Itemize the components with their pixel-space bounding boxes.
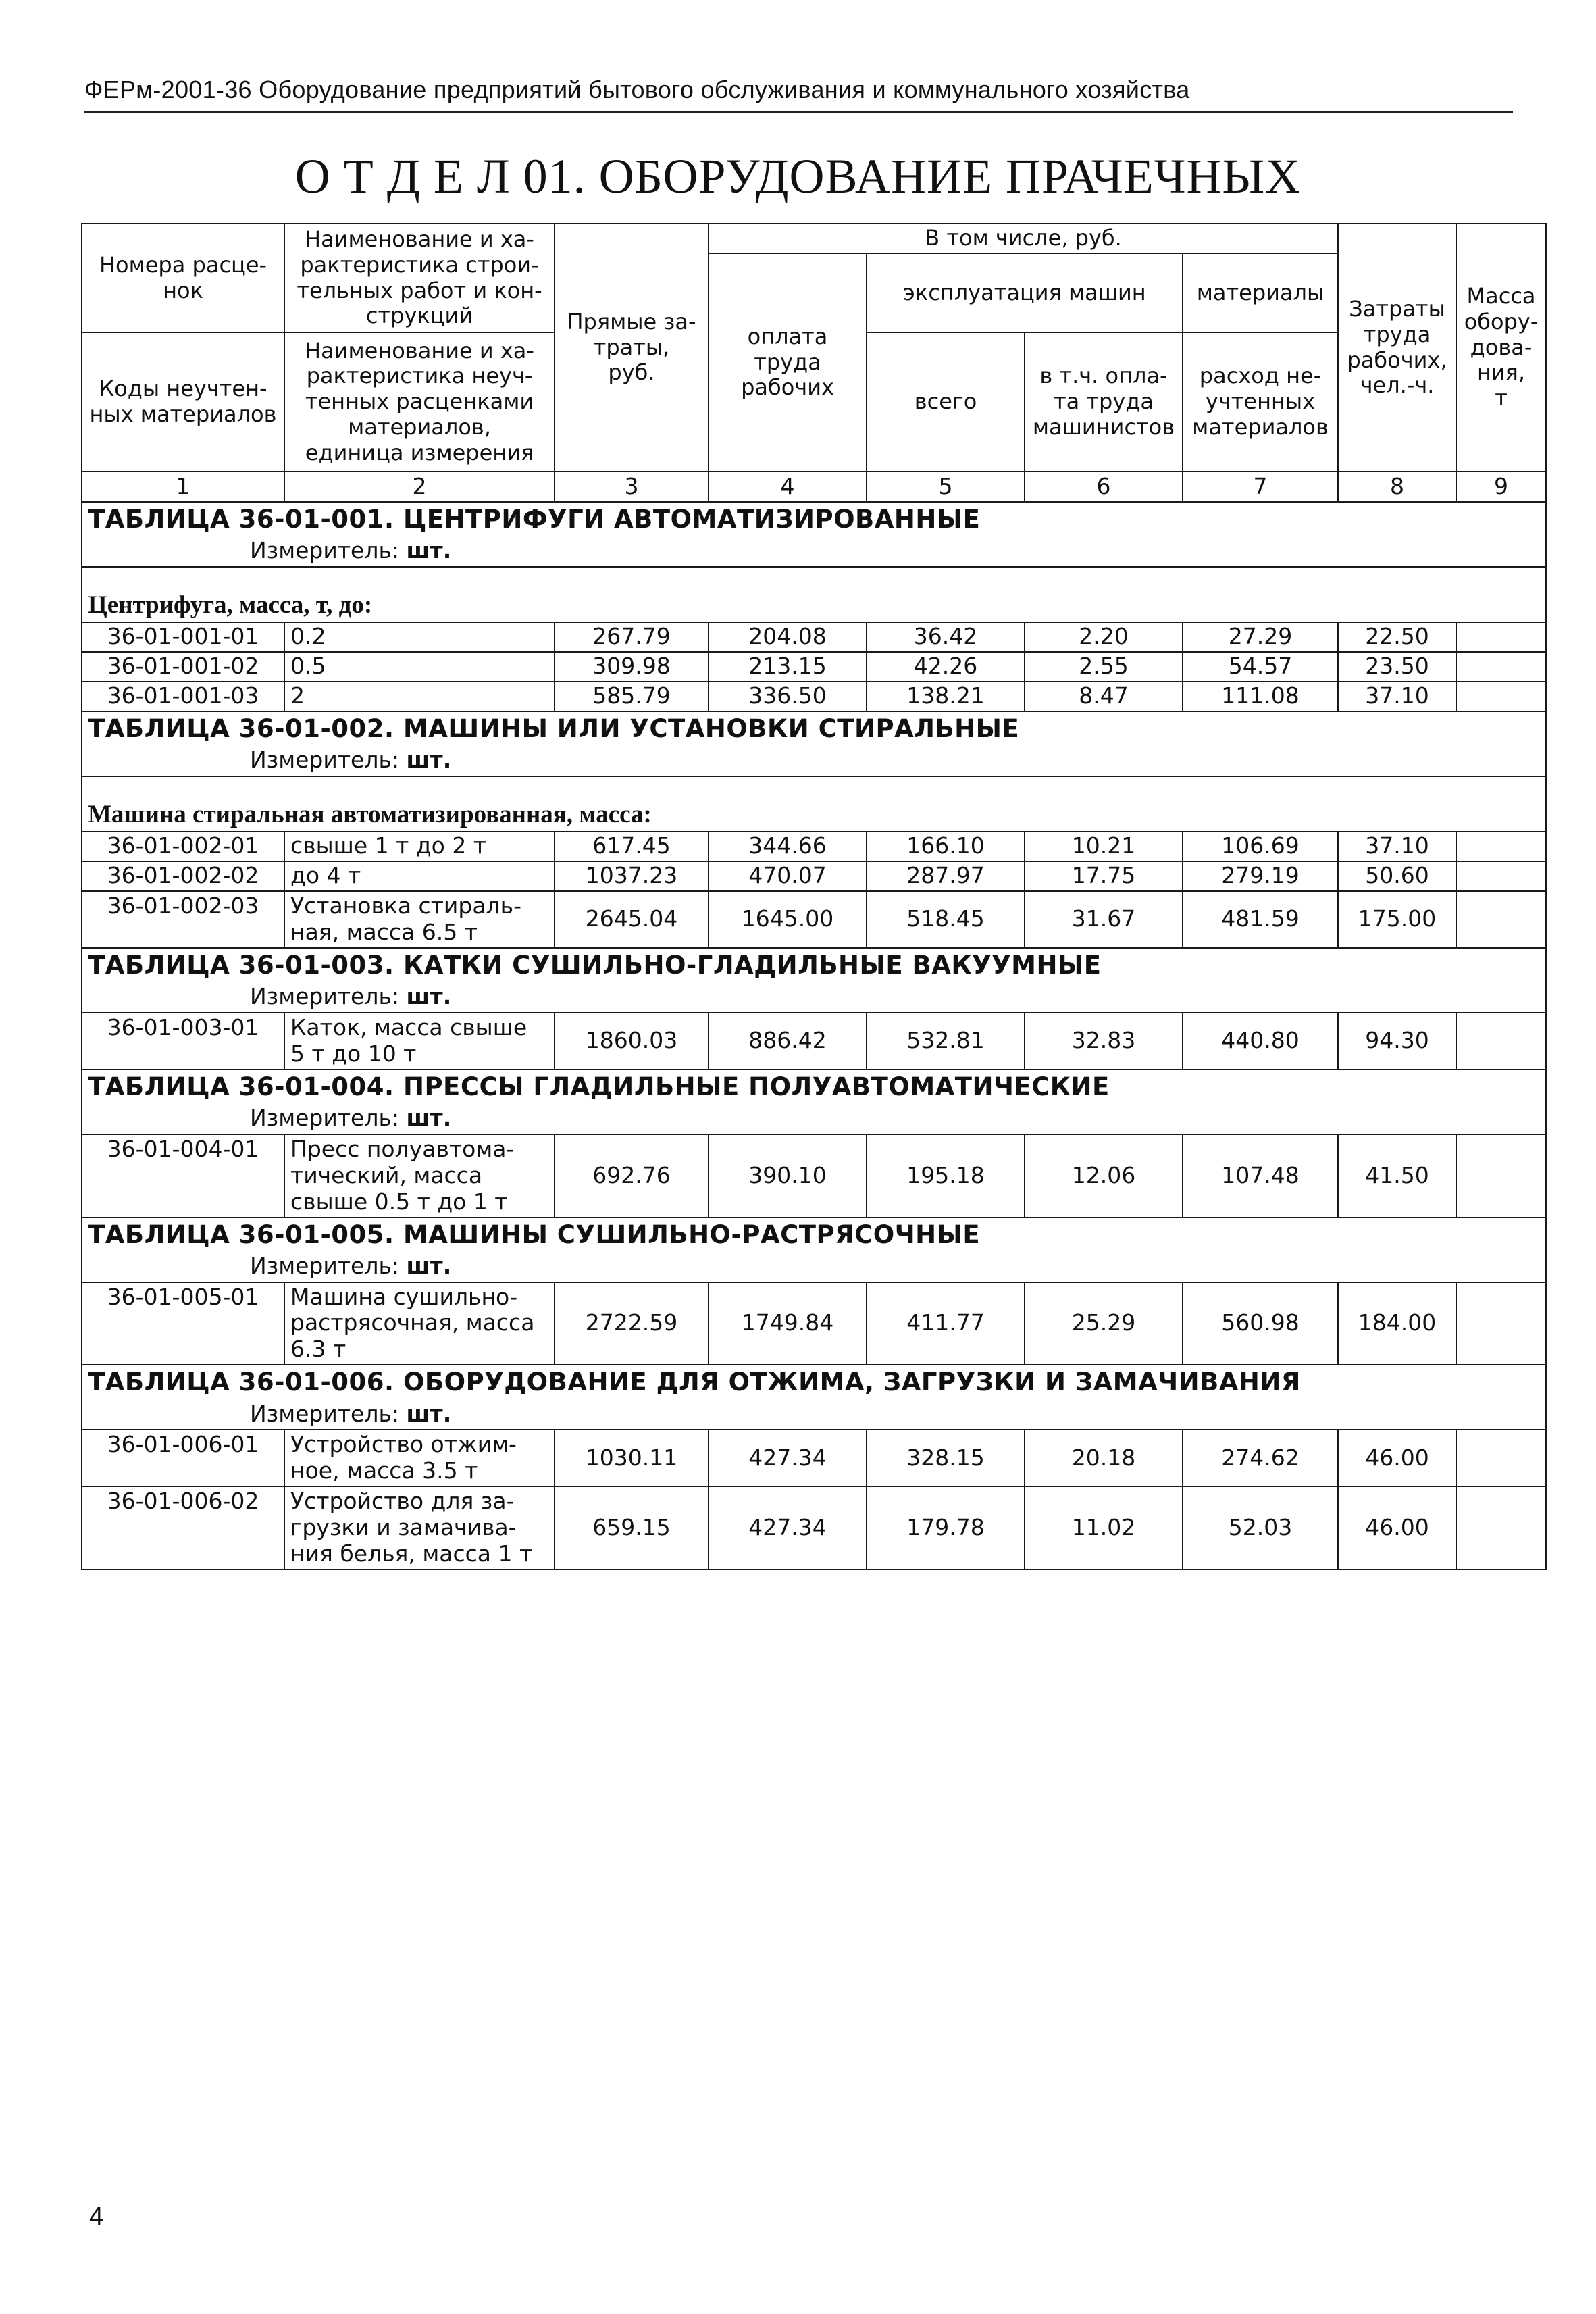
- machines-total-cell: 138.21: [867, 682, 1025, 711]
- column-number: 1: [82, 472, 284, 502]
- norms-table: [81, 223, 1547, 1570]
- work-name-cell: Установка стираль- ная, масса 6.5 т: [284, 891, 555, 948]
- labor-costs-cell: 23.50: [1338, 652, 1456, 682]
- labor-costs-cell: 175.00: [1338, 891, 1456, 948]
- column-number: 5: [867, 472, 1025, 502]
- unit-label: Измеритель:: [250, 1400, 400, 1427]
- column-number: 3: [555, 472, 709, 502]
- table-row: [82, 1486, 1546, 1569]
- unit-value: шт.: [406, 983, 452, 1010]
- column-number: 9: [1456, 472, 1546, 502]
- machinists-wages-cell: 17.75: [1025, 861, 1183, 891]
- header-materials: материалы: [1183, 253, 1338, 332]
- rate-code-cell: 36-01-004-01: [82, 1134, 284, 1217]
- machines-total-cell: 42.26: [867, 652, 1025, 682]
- unit-row: [82, 1399, 1546, 1430]
- unit-row: [82, 1252, 1546, 1282]
- machinists-wages-cell: 2.55: [1025, 652, 1183, 682]
- labor-costs-cell: 184.00: [1338, 1282, 1456, 1365]
- rate-code-cell: 36-01-006-02: [82, 1486, 284, 1569]
- machines-total-cell: 411.77: [867, 1282, 1025, 1365]
- materials-usage-cell: 560.98: [1183, 1282, 1338, 1365]
- materials-usage-cell: 481.59: [1183, 891, 1338, 948]
- machines-total-cell: 166.10: [867, 832, 1025, 861]
- machinists-wages-cell: 20.18: [1025, 1430, 1183, 1486]
- table-section-title: ТАБЛИЦА 36-01-004. ПРЕССЫ ГЛАДИЛЬНЫЕ ПОЛУАВТОМАТИЧЕСКИЕ: [82, 1070, 1546, 1104]
- machines-total-cell: 287.97: [867, 861, 1025, 891]
- rate-code-cell: 36-01-002-02: [82, 861, 284, 891]
- labor-costs-cell: 46.00: [1338, 1486, 1456, 1569]
- unit-label: Измеритель:: [250, 1253, 400, 1280]
- table-section-title-row: [82, 948, 1546, 982]
- unit-value: шт.: [406, 537, 452, 564]
- column-number: 7: [1183, 472, 1338, 502]
- subheading-row: [82, 799, 1546, 832]
- direct-costs-cell: 2722.59: [555, 1282, 709, 1365]
- work-name-cell: Устройство отжим- ное, масса 3.5 т: [284, 1430, 555, 1486]
- running-header: ФЕРм-2001-36 Оборудование предприятий бытового обслуживания и коммунального хозяйства: [84, 76, 1513, 113]
- table-row: [82, 1430, 1546, 1486]
- direct-costs-cell: 1037.23: [555, 861, 709, 891]
- materials-usage-cell: 106.69: [1183, 832, 1338, 861]
- machines-total-cell: 179.78: [867, 1486, 1025, 1569]
- table-section-title-row: [82, 1070, 1546, 1104]
- worker-wages-cell: 427.34: [709, 1430, 867, 1486]
- labor-costs-cell: 37.10: [1338, 832, 1456, 861]
- table-section-title: ТАБЛИЦА 36-01-003. КАТКИ СУШИЛЬНО-ГЛАДИЛЬНЫЕ ВАКУУМНЫЕ: [82, 948, 1546, 982]
- machinists-wages-cell: 8.47: [1025, 682, 1183, 711]
- header-work-name: Наименование и ха- рактеристика строи- тельных работ и кон- струкций: [284, 224, 555, 332]
- unit-value: шт.: [406, 1253, 452, 1280]
- worker-wages-cell: 470.07: [709, 861, 867, 891]
- work-name-cell: Каток, масса свыше 5 т до 10 т: [284, 1013, 555, 1070]
- work-name-cell: 2: [284, 682, 555, 711]
- direct-costs-cell: 1030.11: [555, 1430, 709, 1486]
- unit-value: шт.: [406, 1400, 452, 1427]
- subheading-row: [82, 589, 1546, 622]
- section-title: О Т Д Е Л 01. ОБОРУДОВАНИЕ ПРАЧЕЧНЫХ: [294, 149, 1302, 203]
- machinists-wages-cell: 31.67: [1025, 891, 1183, 948]
- header-unaccounted-materials-usage: расход не- учтенных материалов: [1183, 332, 1338, 472]
- unit-label: Измеритель:: [250, 747, 400, 774]
- worker-wages-cell: 204.08: [709, 622, 867, 652]
- table-section-title: ТАБЛИЦА 36-01-001. ЦЕНТРИФУГИ АВТОМАТИЗИРОВАННЫЕ: [82, 502, 1546, 536]
- materials-usage-cell: 440.80: [1183, 1013, 1338, 1070]
- header-equipment-mass: Масса обору- дова- ния, т: [1456, 224, 1546, 472]
- materials-usage-cell: 52.03: [1183, 1486, 1338, 1569]
- materials-usage-cell: 107.48: [1183, 1134, 1338, 1217]
- column-numbers-row: [82, 472, 1546, 502]
- materials-usage-cell: 54.57: [1183, 652, 1338, 682]
- rate-code-cell: 36-01-002-01: [82, 832, 284, 861]
- unit-label: Измеритель:: [250, 1105, 400, 1132]
- labor-costs-cell: 46.00: [1338, 1430, 1456, 1486]
- page-number: 4: [89, 2203, 104, 2231]
- table-section-title: ТАБЛИЦА 36-01-005. МАШИНЫ СУШИЛЬНО-РАСТРЯСОЧНЫЕ: [82, 1217, 1546, 1252]
- work-name-cell: Пресс полуавтома- тический, масса свыше 0.5 т до 1 т: [284, 1134, 555, 1217]
- table-section-title-row: [82, 1365, 1546, 1399]
- worker-wages-cell: 390.10: [709, 1134, 867, 1217]
- direct-costs-cell: 585.79: [555, 682, 709, 711]
- machinists-wages-cell: 12.06: [1025, 1134, 1183, 1217]
- machinists-wages-cell: 10.21: [1025, 832, 1183, 861]
- table-row: [82, 1013, 1546, 1070]
- rate-code-cell: 36-01-002-03: [82, 891, 284, 948]
- direct-costs-cell: 1860.03: [555, 1013, 709, 1070]
- work-name-cell: 0.5: [284, 652, 555, 682]
- labor-costs-cell: 94.30: [1338, 1013, 1456, 1070]
- table-row: [82, 652, 1546, 682]
- equipment-mass-cell: [1456, 1486, 1546, 1569]
- machines-total-cell: 195.18: [867, 1134, 1025, 1217]
- work-name-cell: до 4 т: [284, 861, 555, 891]
- header-rate-numbers: Номера расце- нок: [82, 224, 284, 332]
- equipment-mass-cell: [1456, 1430, 1546, 1486]
- materials-usage-cell: 279.19: [1183, 861, 1338, 891]
- table-section-title-row: [82, 711, 1546, 746]
- header-machine-operation: эксплуатация машин: [867, 253, 1183, 332]
- rate-code-cell: 36-01-001-01: [82, 622, 284, 652]
- equipment-mass-cell: [1456, 1013, 1546, 1070]
- work-name-cell: Устройство для за- грузки и замачива- ния белья, масса 1 т: [284, 1486, 555, 1569]
- item-subheading: Центрифуга, масса, т, до:: [82, 589, 1546, 622]
- table-section-title-row: [82, 1217, 1546, 1252]
- equipment-mass-cell: [1456, 891, 1546, 948]
- worker-wages-cell: 1749.84: [709, 1282, 867, 1365]
- labor-costs-cell: 50.60: [1338, 861, 1456, 891]
- equipment-mass-cell: [1456, 682, 1546, 711]
- header-unaccounted-materials-codes: Коды неучтен- ных материалов: [82, 332, 284, 472]
- header-unaccounted-materials-name: Наименование и ха- рактеристика неуч- тенных расценками материалов, единица измерения: [284, 332, 555, 472]
- worker-wages-cell: 213.15: [709, 652, 867, 682]
- table-section-title: ТАБЛИЦА 36-01-002. МАШИНЫ ИЛИ УСТАНОВКИ СТИРАЛЬНЫЕ: [82, 711, 1546, 746]
- equipment-mass-cell: [1456, 861, 1546, 891]
- direct-costs-cell: 267.79: [555, 622, 709, 652]
- header-including-group: В том числе, руб.: [709, 224, 1338, 253]
- equipment-mass-cell: [1456, 1134, 1546, 1217]
- header-machines-total: всего: [867, 332, 1025, 472]
- rate-code-cell: 36-01-005-01: [82, 1282, 284, 1365]
- unit-value: шт.: [406, 747, 452, 774]
- unit-row: [82, 982, 1546, 1013]
- column-number: 8: [1338, 472, 1456, 502]
- equipment-mass-cell: [1456, 1282, 1546, 1365]
- direct-costs-cell: 617.45: [555, 832, 709, 861]
- machinists-wages-cell: 25.29: [1025, 1282, 1183, 1365]
- table-row: [82, 832, 1546, 861]
- machines-total-cell: 36.42: [867, 622, 1025, 652]
- unit-row: [82, 746, 1546, 776]
- rate-code-cell: 36-01-003-01: [82, 1013, 284, 1070]
- rate-code-cell: 36-01-001-02: [82, 652, 284, 682]
- worker-wages-cell: 336.50: [709, 682, 867, 711]
- direct-costs-cell: 2645.04: [555, 891, 709, 948]
- direct-costs-cell: 659.15: [555, 1486, 709, 1569]
- rate-code-cell: 36-01-001-03: [82, 682, 284, 711]
- column-number: 6: [1025, 472, 1183, 502]
- item-subheading: Машина стиральная автоматизированная, масса:: [82, 799, 1546, 832]
- machinists-wages-cell: 32.83: [1025, 1013, 1183, 1070]
- table-row: [82, 861, 1546, 891]
- equipment-mass-cell: [1456, 622, 1546, 652]
- worker-wages-cell: 344.66: [709, 832, 867, 861]
- header-machinists-wages: в т.ч. опла- та труда машинистов: [1025, 332, 1183, 472]
- table-section-title-row: [82, 502, 1546, 536]
- equipment-mass-cell: [1456, 832, 1546, 861]
- machines-total-cell: 532.81: [867, 1013, 1025, 1070]
- direct-costs-cell: 692.76: [555, 1134, 709, 1217]
- machinists-wages-cell: 2.20: [1025, 622, 1183, 652]
- table-section-title: ТАБЛИЦА 36-01-006. ОБОРУДОВАНИЕ ДЛЯ ОТЖИМА, ЗАГРУЗКИ И ЗАМАЧИВАНИЯ: [82, 1365, 1546, 1399]
- machines-total-cell: 518.45: [867, 891, 1025, 948]
- worker-wages-cell: 427.34: [709, 1486, 867, 1569]
- header-direct-costs: Прямые за- траты, руб.: [555, 224, 709, 472]
- header-worker-wages: оплата труда рабочих: [709, 253, 867, 472]
- equipment-mass-cell: [1456, 652, 1546, 682]
- worker-wages-cell: 886.42: [709, 1013, 867, 1070]
- labor-costs-cell: 41.50: [1338, 1134, 1456, 1217]
- materials-usage-cell: 27.29: [1183, 622, 1338, 652]
- column-number: 4: [709, 472, 867, 502]
- column-number: 2: [284, 472, 555, 502]
- machinists-wages-cell: 11.02: [1025, 1486, 1183, 1569]
- unit-label: Измеритель:: [250, 983, 400, 1010]
- unit-row: [82, 536, 1546, 567]
- unit-label: Измеритель:: [250, 537, 400, 564]
- work-name-cell: свыше 1 т до 2 т: [284, 832, 555, 861]
- labor-costs-cell: 37.10: [1338, 682, 1456, 711]
- unit-row: [82, 1104, 1546, 1134]
- table-row: [82, 1282, 1546, 1365]
- unit-value: шт.: [406, 1105, 452, 1132]
- table-row: [82, 622, 1546, 652]
- direct-costs-cell: 309.98: [555, 652, 709, 682]
- table-row: [82, 682, 1546, 711]
- materials-usage-cell: 274.62: [1183, 1430, 1338, 1486]
- worker-wages-cell: 1645.00: [709, 891, 867, 948]
- materials-usage-cell: 111.08: [1183, 682, 1338, 711]
- rate-code-cell: 36-01-006-01: [82, 1430, 284, 1486]
- table-row: [82, 891, 1546, 948]
- work-name-cell: 0.2: [284, 622, 555, 652]
- labor-costs-cell: 22.50: [1338, 622, 1456, 652]
- header-labor-costs: Затраты труда рабочих, чел.-ч.: [1338, 224, 1456, 472]
- machines-total-cell: 328.15: [867, 1430, 1025, 1486]
- table-row: [82, 1134, 1546, 1217]
- work-name-cell: Машина сушильно- растрясочная, масса 6.3 т: [284, 1282, 555, 1365]
